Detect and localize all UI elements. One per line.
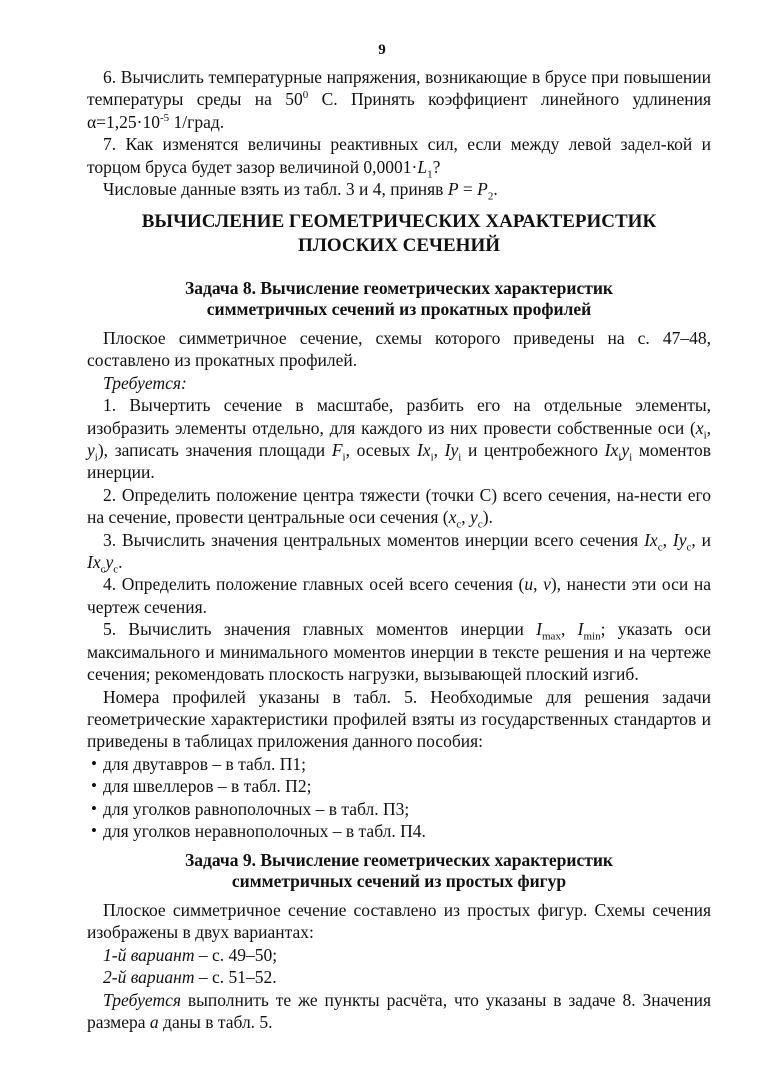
item-6: 6. Вычислить температурные напряжения, возникающие в брусе при повышении температуры среды на $50^0$ С. Принять коэффициент линейного удлинения $\alpha=1,25\cdot 10^{-5}$ 1/град. (87, 67, 712, 132)
bullet-icon: • (91, 820, 97, 840)
task-8-intro: Плоское симметричное сечение, схемы которого приведены на с. 47–48, составлено из прокатных профилей. (87, 328, 711, 371)
task-9-intro: Плоское симметричное сечение составлено из простых фигур. Схемы сечения изображены в двух вариантах: (87, 900, 711, 943)
task-8-title-line-2: симметричных сечений из прокатных профилей (206, 299, 592, 319)
task-9-variant-2: 2-й вариант – с. 51–52. (103, 967, 277, 988)
task-8-item-4: 4. Определить положение главных осей всего сечения (u, v), нанести эти оси на чертеж сечения. (87, 574, 711, 617)
section-heading (87, 210, 711, 258)
task-9-final: Требуется выполнить те же пункты расчёта, что указаны в задаче 8. Значения размера a даны в табл. 5. (87, 989, 711, 1033)
task-8-title (87, 278, 711, 320)
section-title-line-1: ВЫЧИСЛЕНИЕ ГЕОМЕТРИЧЕСКИХ ХАРАКТЕРИСТИК (141, 211, 657, 232)
bullet-icon: • (91, 776, 97, 796)
list-item: • для уголков неравнополочных – в табл. П4. (91, 820, 426, 841)
top-items (87, 66, 712, 203)
task-8-title-line-1: Задача 8. Вычисление геометрических характеристик (185, 278, 613, 298)
page-number: 9 (378, 42, 386, 58)
task-8-item-2: 2. Определить положение центра тяжести (точки С) всего сечения, на-нести его на сечение, провести центральные оси сечения ($x_c$, $y_c$). (87, 484, 711, 531)
item-7: 7. Как изменятся величины реактивных сил, если между левой задел-кой и торцом бруса будет зазор величиной $0,0001\cdot L_1$? (87, 134, 711, 181)
section-title-line-2: ПЛОСКИХ СЕЧЕНИЙ (297, 235, 501, 256)
task-8-profiles: Номера профилей указаны в табл. 5. Необходимые для решения задачи геометрические характеристики профилей взяты из государственных стандартов и приведены в таблицах приложения данного пособия: (87, 686, 711, 752)
task-8-item-3: 3. Вычислить значения центральных моментов инерции всего сечения $Ix_c$, $Iy_c$, и $Ix_cy_c$. (87, 529, 711, 576)
bullet-icon: • (91, 798, 97, 818)
task-9-title-line-2: симметричных сечений из простых фигур (231, 871, 567, 891)
task-9-title (87, 850, 711, 892)
list-item: • для швеллеров – в табл. П2; (91, 776, 312, 797)
profile-tables-list (87, 753, 711, 843)
numeric-data-note: Числовые данные взять из табл. 3 и 4, приняв $P = P_2$. (103, 179, 498, 203)
task-9-body (87, 899, 711, 1033)
task-9-title-line-1: Задача 9. Вычисление геометрических характеристик (185, 850, 613, 870)
task-8-item-5: 5. Вычислить значения главных моментов инерции $I_{max}$, $I_{min}$; указать оси максимального и минимального моментов инерции в тексте решения и на чертеже сечения; рекомендовать плоскость нагрузки, вызывающей плоский изгиб. (87, 619, 712, 685)
bullet-icon: • (91, 753, 97, 773)
list-item: • для двутавров – в табл. П1; (91, 753, 307, 774)
list-item: • для уголков равнополочных – в табл. П3; (91, 798, 410, 819)
task-8-body (87, 327, 711, 842)
task-8-required: Требуется: (103, 372, 187, 393)
task-8-item-1: 1. Вычертить сечение в масштабе, разбить его на отдельные элементы, изобразить элементы отдельно, для каждого из них провести собственные оси ($x_i$, $y_i$), записать значения площади $F_i$, осевых $Ix_i$, $Iy_i$ и центробежного $Ix_iy_i$ моментов инерции. (87, 395, 711, 483)
task-9-variant-1: 1-й вариант – с. 49–50; (103, 944, 278, 965)
